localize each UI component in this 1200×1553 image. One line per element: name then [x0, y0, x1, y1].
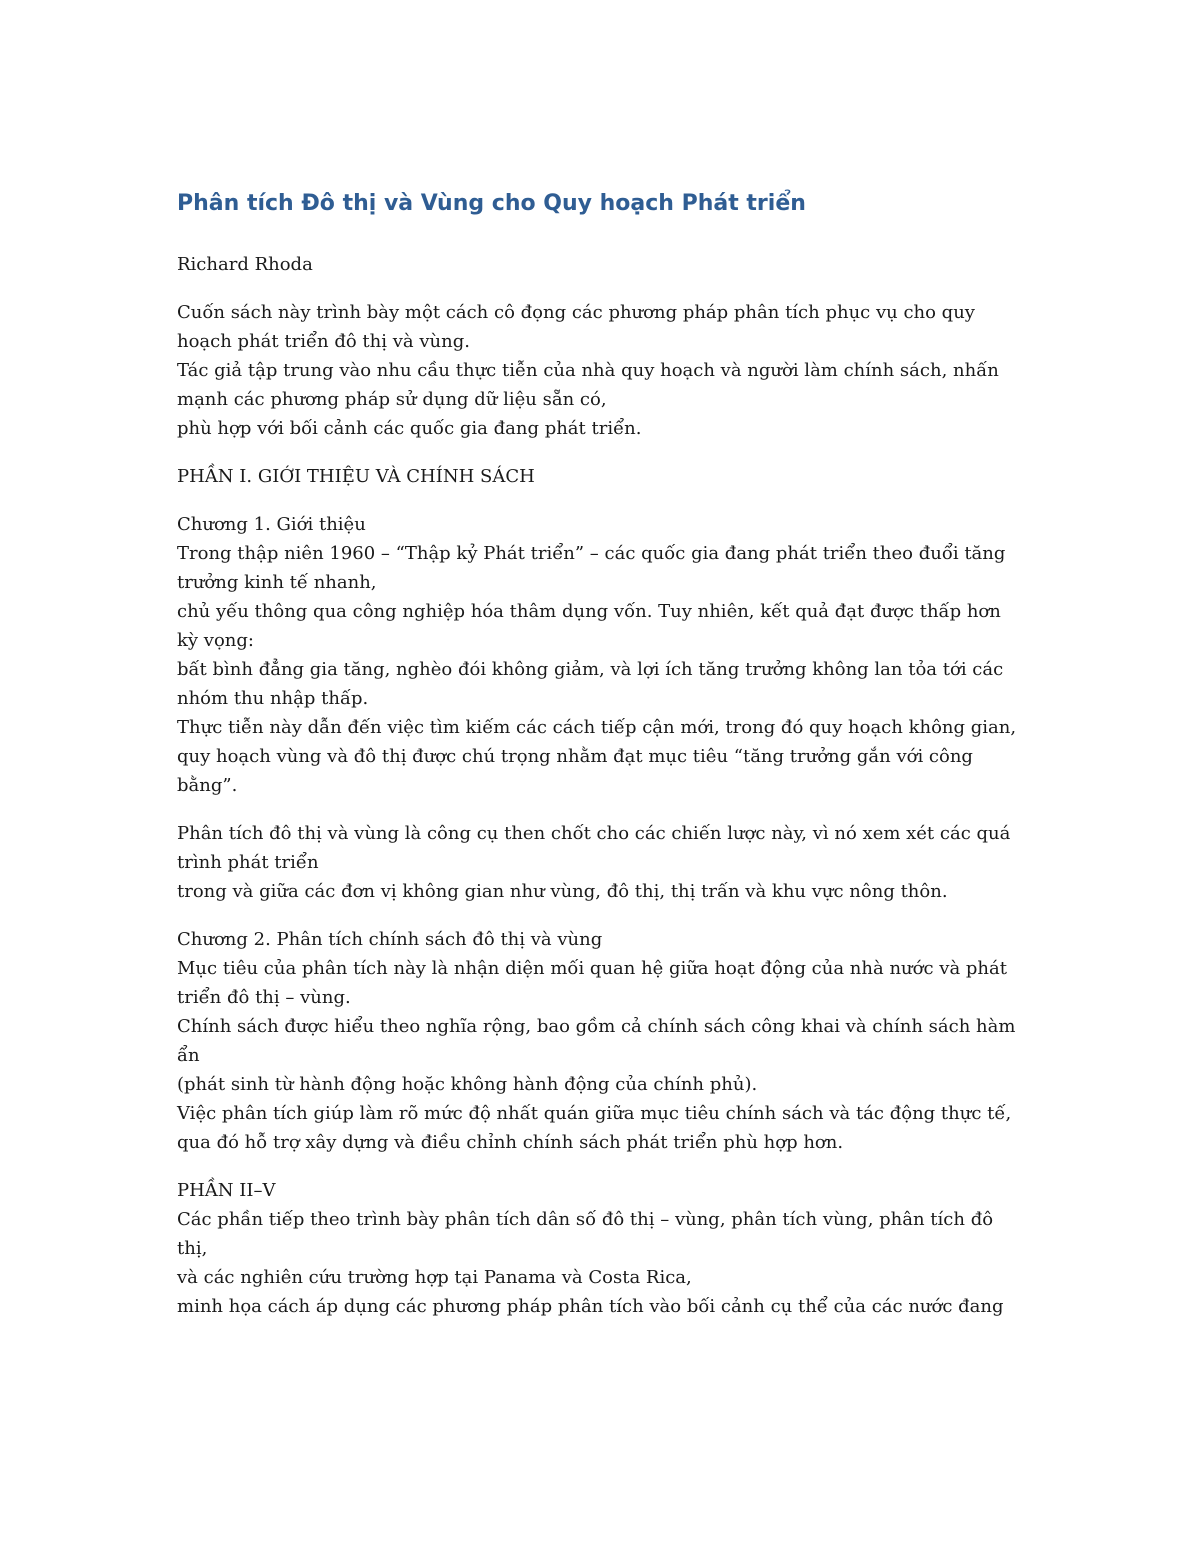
- part2-line: và các nghiên cứu trường hợp tại Panama và Costa Rica,: [177, 1267, 692, 1288]
- chapter1-line: bất bình đẳng gia tăng, nghèo đói không giảm, và lợi ích tăng trưởng không lan tỏa tới các nhóm thu nhập thấp.: [177, 659, 1004, 709]
- document-title: Phân tích Đô thị và Vùng cho Quy hoạch Phát triển: [177, 191, 806, 216]
- intro-line: Tác giả tập trung vào nhu cầu thực tiễn của nhà quy hoạch và người làm chính sách, nhấn mạnh các phương pháp sử dụng dữ liệu sẵn có,: [177, 360, 999, 410]
- chapter2-line: Việc phân tích giúp làm rõ mức độ nhất quán giữa mục tiêu chính sách và tác động thực tế,: [177, 1103, 1012, 1124]
- chapter1-line: trong và giữa các đơn vị không gian như vùng, đô thị, thị trấn và khu vực nông thôn.: [177, 881, 948, 902]
- chapter1-line: quy hoạch vùng và đô thị được chú trọng nhằm đạt mục tiêu “tăng trưởng gắn với công bằng”.: [177, 746, 973, 796]
- document-content: [177, 186, 1027, 1340]
- part2-line: minh họa cách áp dụng các phương pháp phân tích vào bối cảnh cụ thể của các nước đang: [177, 1296, 1004, 1317]
- chapter2-heading: Chương 2. Phân tích chính sách đô thị và vùng: [177, 929, 603, 950]
- author-block: [177, 250, 1027, 279]
- part1-heading-block: [177, 462, 1027, 491]
- chapter1-heading: Chương 1. Giới thiệu: [177, 514, 366, 535]
- chapter1-section: [177, 510, 1027, 800]
- chapter2-line: Mục tiêu của phân tích này là nhận diện mối quan hệ giữa hoạt động của nhà nước và phát triển đô thị – vùng.: [177, 958, 1007, 1008]
- part2-heading: PHẦN II–V: [177, 1180, 276, 1201]
- part1-heading: PHẦN I. GIỚI THIỆU VÀ CHÍNH SÁCH: [177, 466, 535, 487]
- chapter2-line: Chính sách được hiểu theo nghĩa rộng, bao gồm cả chính sách công khai và chính sách hàm ẩn: [177, 1016, 1016, 1066]
- chapter1-line: chủ yếu thông qua công nghiệp hóa thâm dụng vốn. Tuy nhiên, kết quả đạt được thấp hơn kỳ vọng:: [177, 601, 1001, 651]
- chapter1-line: Trong thập niên 1960 – “Thập kỷ Phát triển” – các quốc gia đang phát triển theo đuổi tăng trưởng kinh tế nhanh,: [177, 543, 1006, 593]
- chapter2-section: [177, 925, 1027, 1157]
- chapter2-line: qua đó hỗ trợ xây dựng và điều chỉnh chính sách phát triển phù hợp hơn.: [177, 1132, 844, 1153]
- chapter1-paragraph2: [177, 819, 1027, 906]
- chapter1-line: Phân tích đô thị và vùng là công cụ then chốt cho các chiến lược này, vì nó xem xét các quá trình phát triển: [177, 823, 1011, 873]
- author-name: Richard Rhoda: [177, 254, 313, 275]
- part2-line: Các phần tiếp theo trình bày phân tích dân số đô thị – vùng, phân tích vùng, phân tích đô thị,: [177, 1209, 994, 1259]
- part2-section: [177, 1176, 1027, 1321]
- chapter1-line: Thực tiễn này dẫn đến việc tìm kiếm các cách tiếp cận mới, trong đó quy hoạch không gian,: [177, 717, 1017, 738]
- chapter2-line: (phát sinh từ hành động hoặc không hành động của chính phủ).: [177, 1074, 758, 1095]
- intro-line: phù hợp với bối cảnh các quốc gia đang phát triển.: [177, 418, 642, 439]
- intro-paragraph: [177, 298, 1027, 443]
- intro-line: Cuốn sách này trình bày một cách cô đọng các phương pháp phân tích phục vụ cho quy hoạch phát triển đô thị và vùng.: [177, 302, 975, 352]
